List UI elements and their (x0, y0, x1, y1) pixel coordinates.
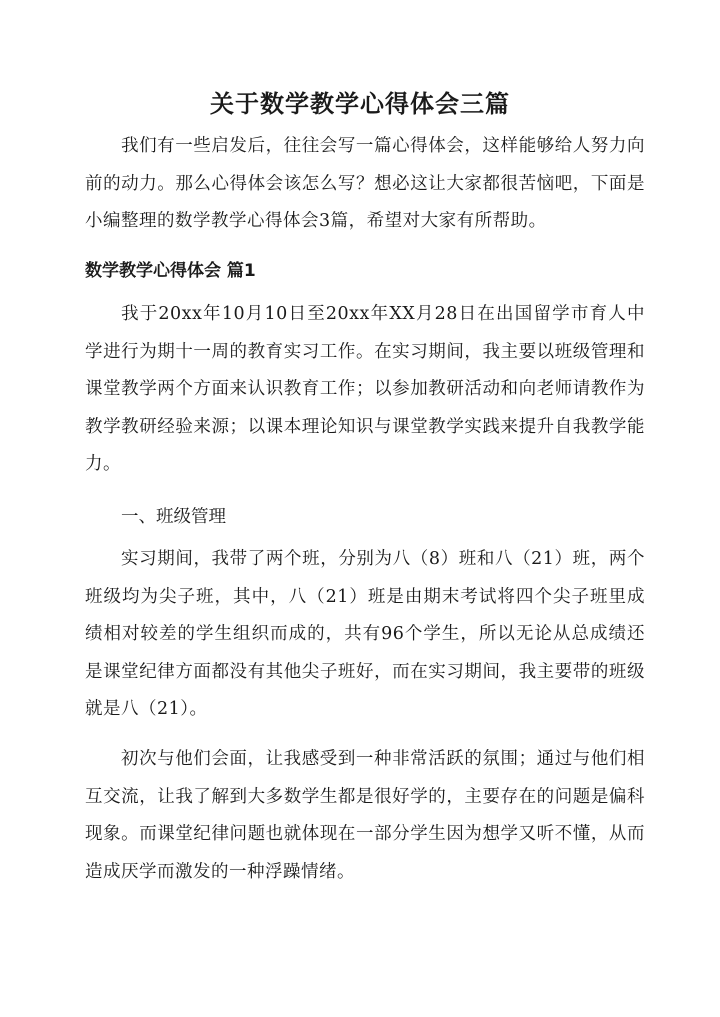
section-heading-1: 数学教学心得体会 篇1 (85, 261, 256, 281)
document-title: 关于数学教学心得体会三篇 (210, 90, 510, 118)
subsection-heading: 一、班级管理 (121, 507, 226, 527)
paragraph-3: 初次与他们会面，让我感受到一种非常活跃的氛围；通过与他们相互交流，让我了解到大多数学生都是很好学的，主要存在的问题是偏科现象。而课堂纪律问题也就体现在一部分学生因为想学又听不懂，从而造成厌学而激发的一种浮躁情绪。 (85, 749, 645, 882)
intro-paragraph: 我们有一些启发后，往往会写一篇心得体会，这样能够给人努力向前的动力。那么心得体会该怎么写？想必这让大家都很苦恼吧，下面是小编整理的数学教学心得体会3篇，希望对大家有所帮助。 (85, 136, 645, 231)
paragraph-1: 我于20xx年10月10日至20xx年XX月28日在出国留学市育人中学进行为期十一周的教育实习工作。在实习期间，我主要以班级管理和课堂教学两个方面来认识教育工作；以参加教研活动和向老师请教作为教学教研经验来源；以课本理论知识与课堂教学实践来提升自我教学能力。 (85, 304, 645, 474)
paragraph-2: 实习期间，我带了两个班，分别为八（8）班和八（21）班，两个班级均为尖子班，其中，八（21）班是由期末考试将四个尖子班里成绩相对较差的学生组织而成的，共有96个学生，所以无论从总成绩还是课堂纪律方面都没有其他尖子班好，而在实习期间，我主要带的班级就是八（21）。 (85, 549, 645, 719)
